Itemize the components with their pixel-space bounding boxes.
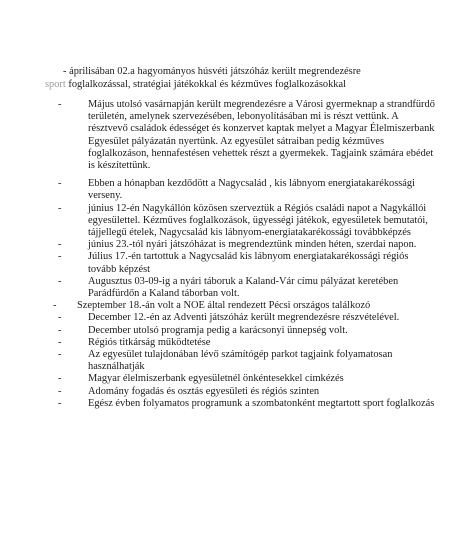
list-item	[58, 386, 436, 398]
list-item	[58, 239, 436, 251]
list-item-text: Május utolsó vasárnapján került megrendezésre a Városi gyermeknap a strandfürdő területén, amelynek szervezésében, lebonyolításában mi is részt vettünk. A résztvevő családok édességet és konzervet kaptak melyet a Magyar Élelmiszerbank Egyesület pályázatán nyertünk. Az egyesület sátraiban pedig kézműves foglalkozáson, hennafestésen vehettek részt a gyermekek. Tagjaink számára ebédet is készítettünk.	[88, 99, 435, 172]
list-item-text: Szeptember 18.-án volt a NOE által rendezett Pécsi országos találkozó	[77, 300, 371, 312]
list-item-text: június 23.-tól nyári játszóházat is megrendeztünk minden héten, szerdai napon.	[88, 239, 417, 251]
intro-dash: -	[63, 66, 67, 77]
intro-line-1-text: áprilisában 02.a hagyományos húsvéti játszóház került megrendezésre	[69, 66, 361, 77]
list-item-text: Július 17.-én tartottuk a Nagycsalád kis lábnyom energiatakarékossági régiós tovább képzést	[88, 251, 409, 275]
list-dash: -	[58, 202, 62, 214]
list-dash: -	[53, 300, 57, 312]
list-dash: -	[58, 312, 62, 324]
list-item	[58, 398, 436, 410]
list-dash: -	[58, 275, 62, 287]
list-item-text: Magyar élelmiszerbank egyesületnél önkéntesekkel címkézés	[88, 373, 344, 385]
intro-line-2-text: foglalkozással, stratégiai játékokkal és kézműves foglalkozásokkal	[68, 79, 346, 90]
intro-line-1	[45, 65, 445, 78]
list-dash: -	[58, 385, 62, 397]
list-item-text: Ebben a hónapban kezdődött a Nagycsalád , kis lábnyom energiatakarékossági verseny.	[88, 178, 416, 202]
list-item-text: December 12.-én az Adventi játszóház került megrendezésre részvételével.	[88, 312, 400, 324]
list-dash: -	[58, 178, 62, 190]
list-item-text: Az egyesület tulajdonában lévő számítógép parkot tagjaink folyamatosan használhatják	[88, 349, 393, 373]
activity-list	[53, 99, 436, 410]
list-dash: -	[58, 349, 62, 361]
list-dash: -	[58, 251, 62, 263]
list-item	[58, 373, 436, 385]
list-dash: -	[58, 99, 62, 110]
list-dash: -	[58, 336, 62, 348]
list-item	[53, 300, 436, 312]
list-dash: -	[58, 373, 62, 385]
list-dash: -	[58, 397, 62, 409]
list-item	[58, 178, 436, 202]
intro-faded-word: sport	[45, 79, 66, 90]
list-item	[58, 312, 436, 324]
list-item	[58, 203, 436, 240]
list-item-text: December utolsó programja pedig a karácsonyi ünnepség volt.	[88, 324, 348, 336]
list-item	[58, 251, 436, 275]
list-item-text: Régiós titkárság működtetése	[88, 336, 211, 348]
list-dash: -	[58, 324, 62, 336]
list-item	[58, 325, 436, 337]
list-item-text: június 12-én Nagykállón közösen szerveztük a Régiós családi napot a Nagykállói egyesülettel. Kézműves foglalkozások, ügyességi játékok, egyesületek bemutatói, tájjellegű ételek, Nagycsalád kis lábnyom-energiatakarékossági továbbképzés	[88, 202, 428, 239]
list-item	[58, 337, 436, 349]
list-item-text: Augusztus 03-09-ig a nyári táboruk a Kaland-Vár címu pályázat keretében Parádfürdőn a Kaland táborban volt.	[88, 275, 399, 300]
intro-line-2	[45, 78, 445, 91]
list-dash: -	[58, 239, 62, 251]
list-item	[58, 99, 436, 172]
list-item-text: Adomány fogadás és osztás egyesületi és régiós szinten	[88, 385, 320, 397]
list-item	[58, 349, 436, 373]
list-item-text: Egész évben folyamatos programunk a szombatonként megtartott sport foglalkozás	[88, 397, 435, 409]
intro-paragraph	[45, 65, 445, 91]
list-item	[58, 276, 436, 300]
